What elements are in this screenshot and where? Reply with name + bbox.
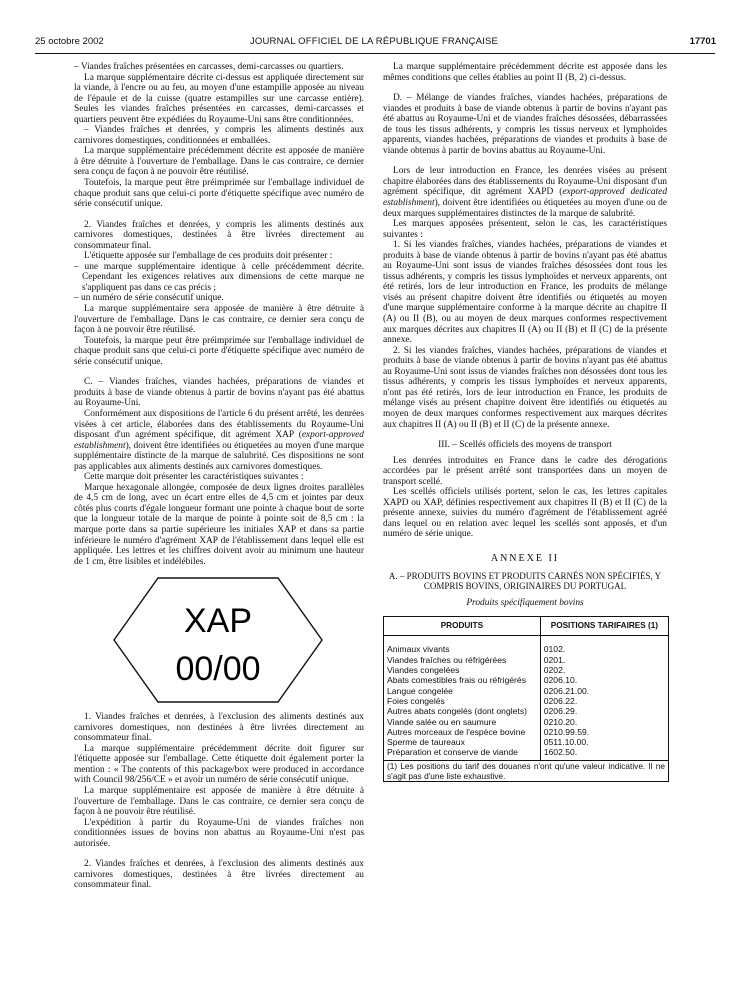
list-item: – une marque supplémentaire identique à celle précédemment décrite. Cependant les exigences relatives aux dimensions de cette marque ne s'appliquent pas dans ce cas précis ; bbox=[74, 261, 364, 293]
paragraph: La marque supplémentaire précédemment décrite doit figurer sur l'étiquette apposée sur l'emballage. Cette étiquette doit également porter la mention : « The contents of this package/box were produced in accordance with Council 98/256/CE » et avoir un numéro de série consécutif unique. bbox=[74, 743, 364, 786]
paragraph bbox=[74, 409, 364, 472]
table-row-position: 0206.21.00. bbox=[543, 685, 590, 696]
annex-subheading: Produits spécifiquement bovins bbox=[466, 597, 584, 608]
paragraph: 1. Viandes fraîches et denrées, à l'exclusion des aliments destinés aux carnivores domestiques, non destinées à être livrées directement au consommateur final. bbox=[74, 712, 364, 744]
list-item: – un numéro de série consécutif unique. bbox=[74, 293, 224, 304]
text-run: Conformément aux dispositions de l'article 6 du présent arrêté, les denrées visées à cet article, élaborées dans des établissements du Royaume-Uni disposant d'un agrément spécifique, dit agrément XAP ( bbox=[74, 408, 364, 441]
table-row-product: Autres morceaux de l'espèce bovine bbox=[387, 726, 526, 737]
paragraph: La marque supplémentaire précédemment décrite est apposée dans les mêmes conditions que celles établies au point II (B, 2) ci-dessus. bbox=[383, 62, 667, 83]
requirement-list bbox=[74, 262, 364, 304]
paragraph: Les denrées introduites en France dans le cadre des dérogations accordées par le présent arrêté sont transportées dans un moyen de transport scellé. bbox=[383, 455, 667, 487]
paragraph: La marque supplémentaire décrite ci-dessus est appliquée directement sur la viande, à l'encre ou au feu, au moyen d'une estampille apposée au niveau de l'épaule et de la cuisse (quatre estampilles sur une carcasse entière). Seules les viandes fraîches présentées en carcasses, demi-carcasses et quartiers peuvent être expédiées du Royaume-Uni sans être conditionnées. bbox=[74, 72, 364, 125]
paragraph: Les scellés officiels utilisés portent, selon le cas, les lettres capitales XAPD ou XAP, définies respectivement aux chapitres II (B) et II (C) de la présente annexe, suivies du numéro d'agrément de l'établissement agréé dans lequel ou en relation avec lequel les scellés sont apposés, et d'un numéro de série unique. bbox=[383, 487, 667, 540]
table-row-product: Viandes congelées bbox=[387, 665, 460, 676]
text-run-italic: export-approved establishment bbox=[74, 430, 364, 451]
annex-section-heading: A. – PRODUITS BOVINS ET PRODUITS CARNÉS NON SPÉCIFIÉS, Y COMPRIS BOVINS, ORIGINAIRES DU PORTUGAL bbox=[388, 570, 662, 592]
paragraph: – Viandes fraîches présentées en carcasses, demi-carcasses ou quartiers. bbox=[74, 62, 344, 72]
paragraph: Marque hexagonale allongée, composée de deux lignes droites parallèles de 4,5 cm de long, avec un écart entre elles de 4,5 cm et jointes par deux côtés plus courts d'égale longueur formant une pointe à chaque bout de sorte que la longueur totale de la marque de pointe à pointe soit de 8,5 cm : la marque porte dans sa partie supérieure les initiales XAP et dans sa partie inférieure le numéro d'agrément XAP de l'établissement dans lequel elle est appliquée. Les lettres et les chiffres doivent avoir au minimum une hauteur de 1 cm, être lisibles et indélébiles. bbox=[74, 482, 364, 567]
table-row-product: Foies congelés bbox=[387, 695, 445, 706]
paragraph: 2. Viandes fraîches et denrées, à l'exclusion des aliments destinés aux carnivores domestiques, destinées à être livrées directement au consommateur final. bbox=[74, 859, 364, 891]
page-header bbox=[0, 36, 748, 50]
table-row-position: 0102. bbox=[543, 644, 566, 655]
paragraph bbox=[383, 166, 667, 219]
text-run: ), doivent être identifiées ou étiquetées au moyen d'une marque supplémentaire distincte de la marque de salubrité. Ces dispositions ne sont pas applicables aux aliments destinés aux carnivores domestiques. bbox=[74, 440, 364, 472]
right-column bbox=[383, 62, 667, 782]
text-run: ), doivent être identifiées ou étiquetées au moyen d'une ou de deux marques supplémentaires distinctes de la marque de salubrité. bbox=[383, 198, 667, 219]
paragraph: 2. Viandes fraîches et denrées, y compris les aliments destinés aux carnivores domestiques, destinées à être livrées directement au consommateur final. bbox=[74, 219, 364, 251]
annex-title: ANNEXE II bbox=[490, 552, 560, 564]
paragraph: Cette marque doit présenter les caractéristiques suivantes : bbox=[84, 472, 304, 483]
positions-cell bbox=[540, 636, 668, 760]
table-row-position: 1602.50. bbox=[543, 747, 578, 758]
paragraph: Les marques apposées présentent, selon le cas, les caractéristiques suivantes : bbox=[383, 219, 667, 240]
table-row-position: 0511.10.00. bbox=[543, 737, 589, 748]
left-column bbox=[74, 62, 364, 891]
column-header: PRODUITS bbox=[384, 617, 541, 636]
header-date: 25 octobre 2002 bbox=[35, 36, 104, 47]
table-row-position: 0210.20. bbox=[543, 716, 578, 727]
table-row-position: 0210.99.59. bbox=[543, 726, 590, 737]
mark-initials: XAP bbox=[183, 602, 253, 641]
table-row-product: Viandes fraîches ou réfrigérées bbox=[387, 654, 507, 665]
paragraph: C. – Viandes fraîches, viandes hachées, préparations de viandes et produits à base de viande obtenus à partir de bovins n'ayant pas été abattus au Royaume-Uni. bbox=[74, 377, 364, 409]
table-row-product: Préparation et conserve de viande bbox=[387, 747, 518, 758]
product-list bbox=[387, 644, 537, 757]
table-footnote: (1) Les positions du tarif des douanes n'ont qu'une valeur indicative. Il ne s'agit pas d'une liste exhaustive. bbox=[384, 760, 669, 781]
xap-mark-hexagon bbox=[112, 576, 324, 704]
paragraph: L'expédition à partir du Royaume-Uni de viandes fraîches non conditionnées issues de bovins non abattus au Royaume-Uni n'est pas autorisée. bbox=[74, 817, 364, 849]
position-list bbox=[544, 644, 665, 757]
header-page-number: 17701 bbox=[689, 36, 716, 47]
column-header: POSITIONS TARIFAIRES (1) bbox=[540, 617, 668, 636]
paragraph: La marque supplémentaire est apposée de manière à être détruite à l'ouverture de l'emballage. Dans le cas contraire, ce dernier sera conçu de façon à ne pouvoir être réutilisé. bbox=[74, 785, 364, 818]
table-header-row bbox=[384, 617, 669, 636]
table-row-product: Langue congelée bbox=[387, 685, 453, 696]
text-run: Lors de leur introduction en France, les denrées visées au présent chapitre élaborées dans des établissements du Royaume-Uni disposant d'un agrément spécifique, dit agrément XAPD ( bbox=[383, 166, 667, 198]
mark-number: 00/00 bbox=[175, 650, 261, 689]
paragraph: Toutefois, la marque peut être préimprimée sur l'emballage individuel de chaque produit sans que celui-ci porte d'étiquette spécifique avec numéro de série consécutif unique. bbox=[74, 178, 364, 210]
table-note-row bbox=[384, 760, 669, 781]
table-row-product: Viande salée ou en saumure bbox=[387, 716, 497, 727]
table-row-position: 0206.29. bbox=[543, 706, 578, 717]
header-rule bbox=[35, 53, 715, 54]
section-heading: III. – Scellés officiels des moyens de transport bbox=[438, 440, 612, 451]
paragraph: La marque supplémentaire sera apposée de manière à être détruite à l'ouverture de l'emballage. Dans le cas contraire, ce dernier sera conçu de façon à ne pouvoir être réutilisé. bbox=[74, 304, 364, 336]
table-row-position: 0201. bbox=[543, 654, 566, 665]
table-row-product: Animaux vivants bbox=[387, 644, 450, 655]
paragraph: – Viandes fraîches et denrées, y compris les aliments destinés aux carnivores domestiques, conditionnées et emballées. bbox=[74, 125, 364, 146]
paragraph: L'étiquette apposée sur l'emballage de ces produits doit présenter : bbox=[84, 251, 333, 262]
table-row-position: 0202. bbox=[543, 665, 566, 676]
paragraph: Toutefois, la marque peut être préimprimée sur l'emballage individuel de chaque produit sans que celui-ci porte d'étiquette spécifique avec numéro de série consécutif unique. bbox=[74, 335, 364, 367]
tariff-table bbox=[383, 616, 669, 782]
table-row-product: Sperme de taureaux bbox=[387, 737, 465, 748]
paragraph: D. – Mélange de viandes fraîches, viandes hachées, préparations de viandes et produits à base de viande obtenus à partir de bovins n'ayant pas été abattus au Royaume-Uni et de viandes fraîches désossées, débarrassées de tous les tissus adhérents, y compris les tissus nerveux et lymphoïdes apparents, viandes hachées, préparations de viandes et produits à base de viande obtenus à partir de bovins abattus au Royaume-Uni. bbox=[383, 93, 667, 156]
paragraph: 1. Si les viandes fraîches, viandes hachées, préparations de viandes et produits à base de viande obtenus à partir de bovins n'ayant pas été abattus au Royaume-Uni sont issus de viandes fraîches désossées dont tous les tissus adhérents, y compris les tissus lymphoïdes et nerveux apparents, ont été retirés, lors de leur introduction en France, les produits de mélange visés au présent chapitre doivent être identifiés ou étiquetés au moyen d'une marque supplémentaire conforme à la marque décrite au chapitre II (A) ou II (B), ou au moyen de deux marques conformes respectivement aux marques décrites aux chapitres II (A) ou II (B) et II (C) de la présente annexe. bbox=[383, 240, 667, 346]
table-row-product: Abats comestibles frais ou réfrigérés bbox=[387, 675, 526, 686]
text-run-italic: export-approved dedicated establishment bbox=[383, 187, 668, 209]
table-row-position: 0206.22. bbox=[543, 695, 578, 706]
paragraph: 2. Si les viandes fraîches, viandes hachées, préparations de viandes et produits à base de viande obtenus à partir de bovins n'ayant pas été abattus au Royaume-Uni sont issus de viandes fraîches non désossées dont tous les tissus adhérents, y compris les tissus lymphoïdes et nerveux apparents, n'ont pas été retirés, lors de leur introduction en France, les produits de mélange visés au présent chapitre doivent être identifiés ou étiquetés au moyen de deux marques conformes respectivement aux marques décrites aux chapitres II (A) ou II (B) et II (C) de la présente annexe. bbox=[383, 345, 667, 430]
header-title: JOURNAL OFFICIEL DE LA RÉPUBLIQUE FRANÇAISE bbox=[249, 36, 499, 47]
table-row-position: 0206.10. bbox=[543, 675, 578, 686]
paragraph: La marque supplémentaire précédemment décrite est apposée de manière à être détruite à l'ouverture de l'emballage. Dans le cas contraire, ce dernier sera conçu de façon à ne pouvoir être réutilisé. bbox=[74, 146, 364, 178]
table-row-product: Autres abats congelés (dont onglets) bbox=[387, 706, 527, 717]
table-body bbox=[384, 636, 669, 760]
products-cell bbox=[384, 636, 541, 760]
